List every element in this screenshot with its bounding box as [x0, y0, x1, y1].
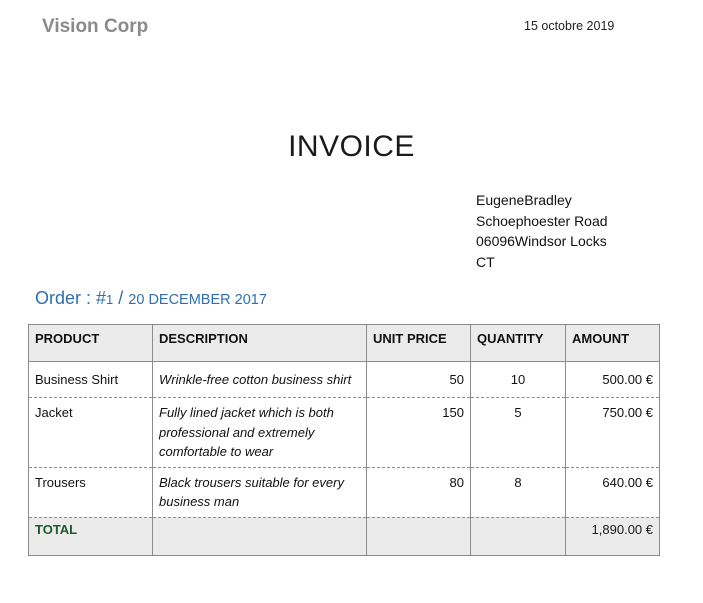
order-date: 20 DECEMBER 2017: [128, 292, 267, 308]
cell-description: Black trousers suitable for every business man: [153, 467, 367, 517]
cell-quantity: 8: [471, 467, 566, 517]
cell-unit-price: 50: [367, 361, 471, 398]
order-separator: /: [113, 288, 129, 308]
company-name: Vision Corp: [42, 16, 149, 37]
total-empty-cell: [153, 517, 367, 556]
cell-description: Wrinkle-free cotton business shirt: [153, 361, 367, 398]
table-total-row: [29, 517, 660, 556]
total-empty-cell: [471, 517, 566, 556]
total-empty-cell: [367, 517, 471, 556]
column-header-unit-price: UNIT PRICE: [367, 325, 471, 362]
column-header-description: DESCRIPTION: [153, 325, 367, 362]
cell-amount: 640.00 €: [566, 467, 660, 517]
billing-address: [476, 190, 608, 272]
invoice-items-table: [28, 324, 660, 556]
address-line-name: EugeneBradley: [476, 192, 572, 208]
cell-amount: 500.00 €: [566, 361, 660, 398]
address-line-state: CT: [476, 253, 495, 270]
address-line-street: Schoephoester Road: [476, 212, 608, 229]
cell-product: Jacket: [29, 398, 153, 468]
cell-unit-price: 150: [367, 398, 471, 468]
cell-description: Fully lined jacket which is both professional and extremely comfortable to wear: [153, 398, 367, 468]
column-header-quantity: QUANTITY: [471, 325, 566, 362]
column-header-amount: AMOUNT: [566, 325, 660, 362]
cell-product: Trousers: [29, 467, 153, 517]
document-date: 15 octobre 2019: [524, 19, 615, 33]
table-row: [29, 467, 660, 517]
address-line-city: 06096Windsor Locks: [476, 233, 607, 250]
total-label: TOTAL: [29, 517, 153, 556]
table-header-row: [29, 325, 660, 362]
order-number: 1: [106, 292, 114, 307]
cell-amount: 750.00 €: [566, 398, 660, 468]
total-amount: 1,890.00 €: [566, 517, 660, 556]
cell-unit-price: 80: [367, 467, 471, 517]
order-label: Order : #: [35, 288, 107, 308]
cell-quantity: 5: [471, 398, 566, 468]
cell-product: Business Shirt: [29, 361, 153, 398]
column-header-product: PRODUCT: [29, 325, 153, 362]
table-row: [29, 361, 660, 398]
table-row: [29, 398, 660, 468]
invoice-title: INVOICE: [288, 130, 415, 163]
order-heading: [35, 288, 267, 309]
cell-quantity: 10: [471, 361, 566, 398]
